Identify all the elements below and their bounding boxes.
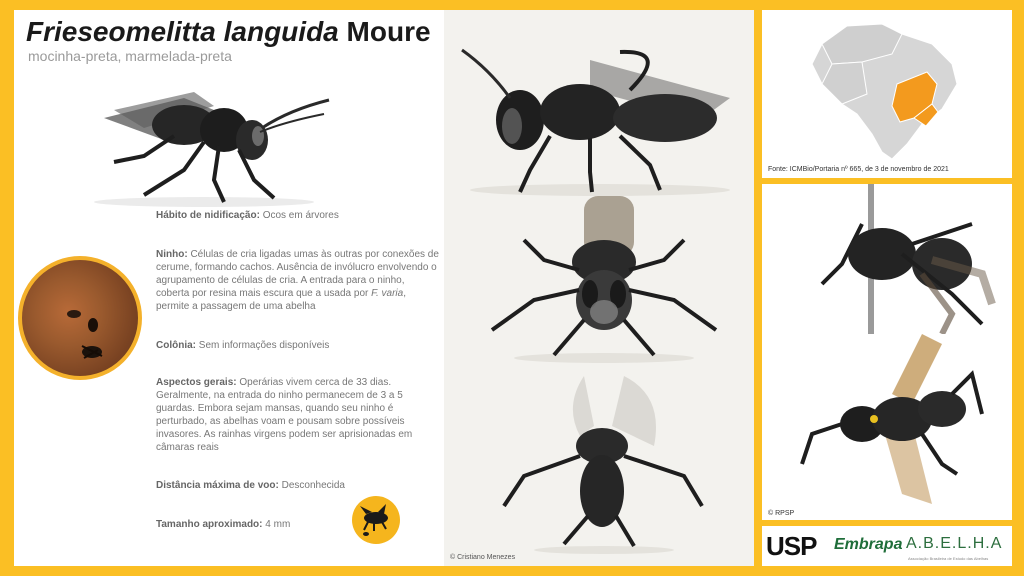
colony-info bbox=[156, 339, 440, 352]
size-label: Tamanho aproximado: bbox=[156, 519, 263, 530]
photo-gallery-panel bbox=[444, 10, 754, 566]
specimen-photo-side bbox=[782, 184, 1002, 334]
embrapa-logo: Embrapa bbox=[834, 536, 903, 553]
photo-credit: © Cristiano Menezes bbox=[450, 554, 516, 561]
size-value: 4 mm bbox=[265, 519, 291, 530]
nest-species-ref: F. varia bbox=[371, 288, 404, 299]
species-title bbox=[26, 16, 431, 48]
nest-text-end: , permite a passagem de uma abelha bbox=[156, 288, 406, 312]
general-aspects-label: Aspectos gerais: bbox=[156, 377, 237, 388]
nesting-habit-value: Ocos em árvores bbox=[262, 210, 339, 221]
nest-text: Células de cria ligadas umas às outras por conexões de cerume, formando cachos. Ausência de invólucro envolvendo o agrupamento de células de cria. A entrada para o ninho, coberta por resina mais escura que a usada por bbox=[156, 249, 439, 299]
nest-description bbox=[156, 248, 440, 313]
species-name: Frieseomelitta languida bbox=[26, 16, 339, 47]
usp-logo: USP bbox=[766, 531, 817, 561]
abelha-logo-subtitle: Associação Brasileira de Estudo das Abelhas bbox=[908, 556, 989, 561]
species-info-panel bbox=[14, 10, 444, 566]
specimen-photos bbox=[762, 184, 1012, 520]
colony-value: Sem informações disponíveis bbox=[198, 340, 330, 351]
bee-photo-side bbox=[450, 40, 750, 200]
general-aspects-text: Operárias vivem cerca de 33 dias. Geralmente, na entrada do ninho permanecem de 3 a 5 guardas. Embora sejam mansas, quando seu ninho é perturbado, as abelhas voam e pousam sobre possíveis invasores. As rainhas virgens podem ser aprisionadas em câmaras reais bbox=[156, 377, 413, 453]
flight-distance-label: Distância máxima de voo: bbox=[156, 480, 279, 491]
flight-distance-value: Desconhecida bbox=[281, 480, 345, 491]
map-source-caption: Fonte: ICMBio/Portaria nº 665, de 3 de novembro de 2021 bbox=[768, 166, 949, 173]
partner-logos bbox=[762, 526, 1012, 566]
common-names: mocinha-preta, marmelada-preta bbox=[28, 48, 232, 64]
specimen-photo-dorsal bbox=[792, 324, 1002, 509]
bee-photo-main bbox=[74, 70, 344, 210]
bee-photo-back bbox=[484, 366, 724, 556]
distribution-map bbox=[762, 10, 1012, 178]
species-author: Moure bbox=[346, 16, 431, 47]
nesting-habit-label: Hábito de nidificação: bbox=[156, 210, 260, 221]
flight-distance bbox=[156, 479, 440, 492]
abelha-logo: A.B.E.L.H.A bbox=[906, 535, 1003, 552]
nest-label: Ninho: bbox=[156, 249, 188, 260]
specimen-credit: © RPSP bbox=[768, 510, 795, 517]
size-silhouette-icon bbox=[352, 496, 400, 544]
brazil-map-icon bbox=[802, 14, 972, 164]
nest-entrance-photo bbox=[18, 256, 142, 380]
general-aspects bbox=[156, 376, 440, 454]
colony-label: Colônia: bbox=[156, 340, 196, 351]
nesting-habit bbox=[156, 209, 440, 222]
bee-photo-front bbox=[484, 190, 724, 365]
